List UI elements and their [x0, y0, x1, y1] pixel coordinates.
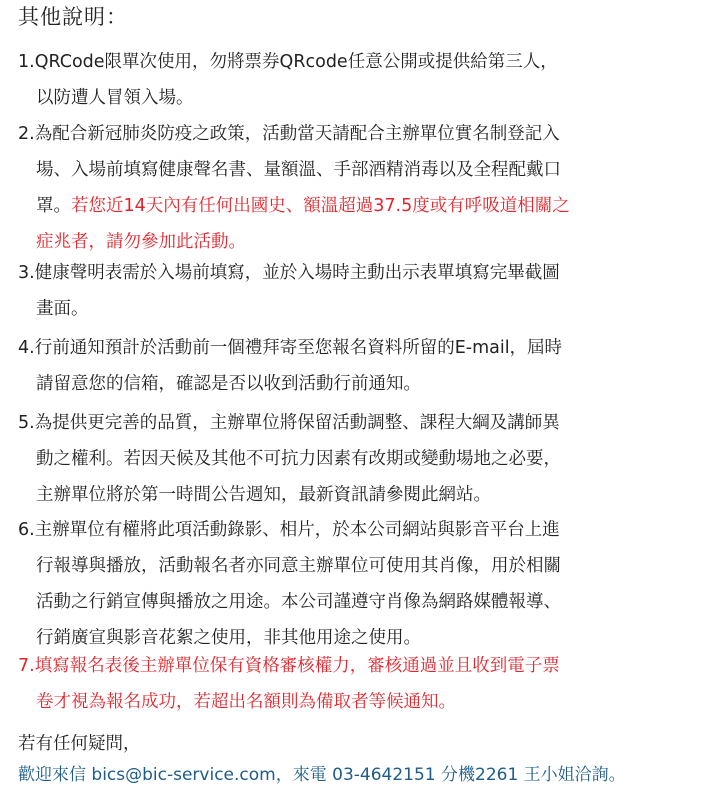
body-text: 場、入場前填寫健康聲名書、量額溫、手部酒精消毒以及全程配戴口	[36, 160, 561, 180]
body-text: 6.主辦單位有權將此項活動錄影、相片，於本公司網站與影音平台上進	[18, 520, 560, 540]
notice-line	[18, 405, 561, 441]
notice-line	[18, 188, 570, 224]
highlight-text: 症兆者，請勿參加此活動。	[36, 232, 246, 252]
body-text: 請留意您的信箱，確認是否以收到活動行前通知。	[36, 374, 421, 394]
body-text: 罩。	[36, 196, 71, 216]
notice-line	[18, 648, 560, 684]
body-text: 1.QRCode限單次使用，勿將票券QRcode任意公開或提供給第三人，	[18, 52, 558, 72]
notice-line	[18, 291, 560, 327]
notice-document	[18, 0, 718, 785]
notice-line	[18, 441, 561, 477]
notice-item-7	[18, 648, 560, 720]
contact-info: 歡迎來信 bics@bic-service.com，來電 03-4642151 分機2261 王小姐洽詢。	[18, 765, 626, 785]
notice-line	[18, 512, 561, 548]
body-text: 主辦單位將於第一時間公告週知，最新資訊請參閱此網站。	[36, 485, 491, 505]
body-text: 2.為配合新冠肺炎防疫之政策，活動當天請配合主辦單位實名制登記入	[18, 124, 560, 144]
notice-line	[18, 80, 558, 116]
notice-line	[18, 584, 561, 620]
body-text: 動之權利。若因天候及其他不可抗力因素有改期或變動場地之必要，	[36, 449, 561, 469]
notice-line	[18, 477, 561, 513]
questions-text: 若有任何疑問，	[18, 734, 141, 754]
notice-line	[18, 152, 570, 188]
body-text: 活動之行銷宣傳與播放之用途。本公司謹遵守肖像為網路媒體報導、	[36, 592, 561, 612]
notice-line	[18, 116, 570, 152]
notice-item-6	[18, 512, 561, 656]
body-text: 3.健康聲明表需於入場前填寫，並於入場時主動出示表單填寫完畢截圖	[18, 263, 560, 283]
notice-item-2	[18, 116, 570, 260]
notice-item-1	[18, 44, 558, 116]
body-text: 行報導與播放，活動報名者亦同意主辦單位可使用其肖像，用於相關	[36, 556, 561, 576]
highlight-text: 卷才視為報名成功，若超出名額則為備取者等候通知。	[36, 692, 456, 712]
notice-item-4	[18, 330, 562, 402]
notice-item-5	[18, 405, 561, 513]
notice-line	[18, 255, 560, 291]
notice-heading: 其他說明：	[18, 5, 128, 29]
body-text: 5.為提供更完善的品質，主辦單位將保留活動調整、課程大綱及講師異	[18, 413, 560, 433]
body-text: 以防遭人冒領入場。	[36, 88, 194, 108]
notice-item-3	[18, 255, 560, 327]
notice-line	[18, 548, 561, 584]
notice-line	[18, 330, 562, 366]
body-text: 畫面。	[36, 299, 89, 319]
body-text: 4.行前通知預計於活動前一個禮拜寄至您報名資料所留的E-mail，屆時	[18, 338, 563, 358]
notice-line	[18, 366, 562, 402]
notice-line	[18, 44, 558, 80]
highlight-text: 7.填寫報名表後主辦單位保有資格審核權力，審核通過並且收到電子票	[18, 656, 560, 676]
body-text: 行銷廣宣與影音花絮之使用，非其他用途之使用。	[36, 628, 421, 648]
highlight-text: 若您近14天內有任何出國史、額溫超過37.5度或有呼吸道相關之	[71, 196, 570, 216]
notice-line	[18, 684, 560, 720]
